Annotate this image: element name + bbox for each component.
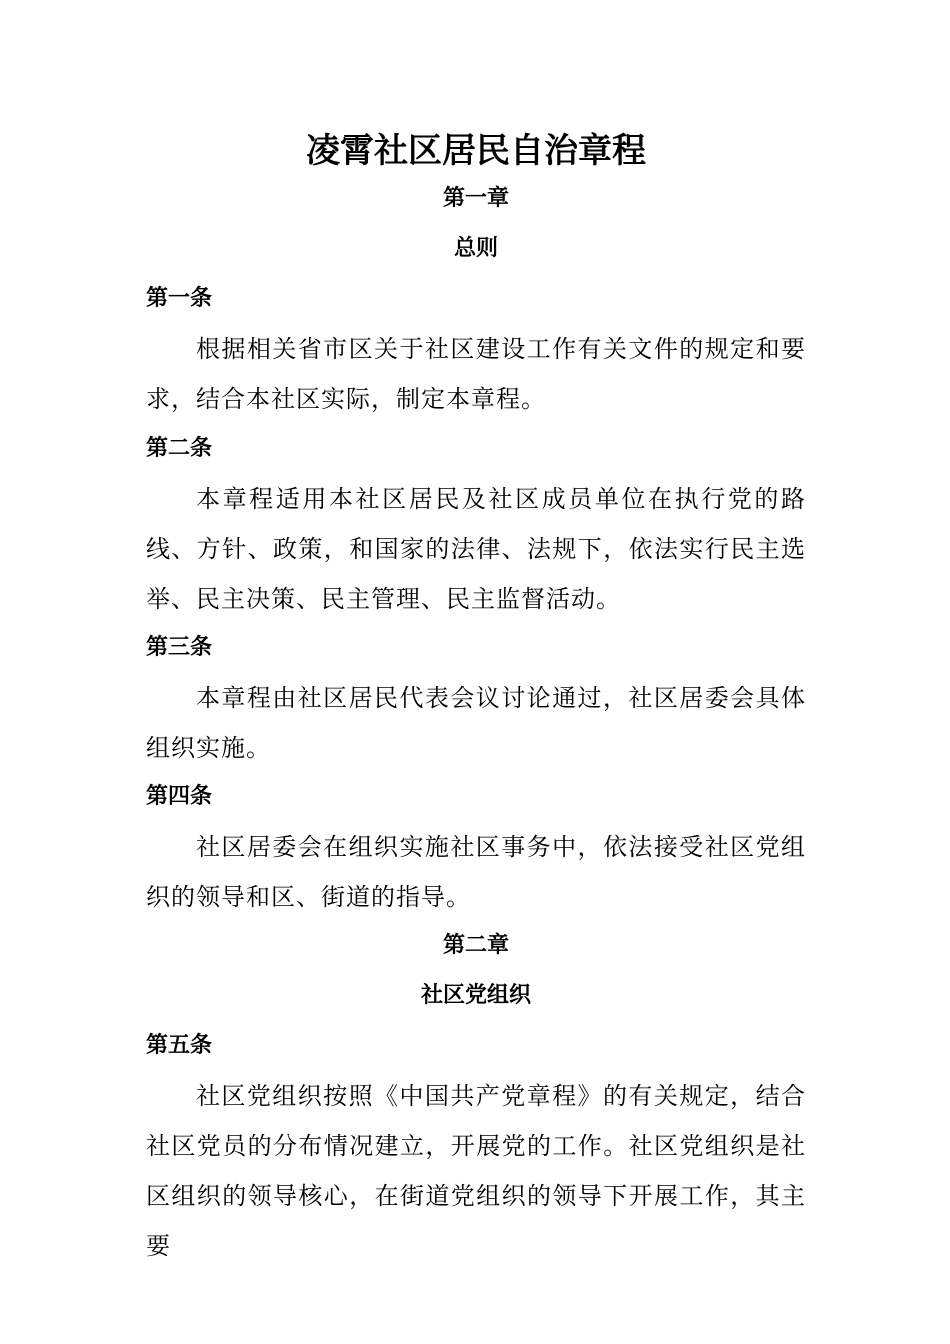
article-4-heading: 第四条 bbox=[146, 784, 213, 809]
chapter-2-number: 第二章 bbox=[442, 933, 509, 958]
chapter-2-name: 社区党组织 bbox=[420, 983, 531, 1008]
article-1-text: 根据相关省市区关于社区建设工作有关文件的规定和要求，结合本社区实际，制定本章程。 bbox=[146, 335, 806, 413]
article-2-text: 本章程适用本社区居民及社区成员单位在执行党的路线、方针、政策，和国家的法律、法规下，依法实行民主选举、民主决策、民主管理、民主监督活动。 bbox=[146, 485, 806, 613]
chapter-1-number: 第一章 bbox=[442, 186, 509, 211]
article-3-heading: 第三条 bbox=[146, 635, 213, 660]
article-3-text: 本章程由社区居民代表会议讨论通过，社区居委会具体组织实施。 bbox=[146, 684, 806, 762]
chapter-1-name: 总则 bbox=[453, 236, 498, 261]
article-4-text: 社区居委会在组织实施社区事务中，依法接受社区党组织的领导和区、街道的指导。 bbox=[146, 833, 806, 911]
article-5-text: 社区党组织按照《中国共产党章程》的有关规定，结合社区党员的分布情况建立，开展党的工作。社区党组织是社区组织的领导核心，在街道党组织的领导下开展工作，其主要 bbox=[146, 1082, 806, 1260]
document-title: 凌霄社区居民自治章程 bbox=[306, 131, 646, 171]
article-5-heading: 第五条 bbox=[146, 1033, 213, 1058]
article-1-heading: 第一条 bbox=[146, 286, 213, 311]
article-2-heading: 第二条 bbox=[146, 436, 213, 461]
